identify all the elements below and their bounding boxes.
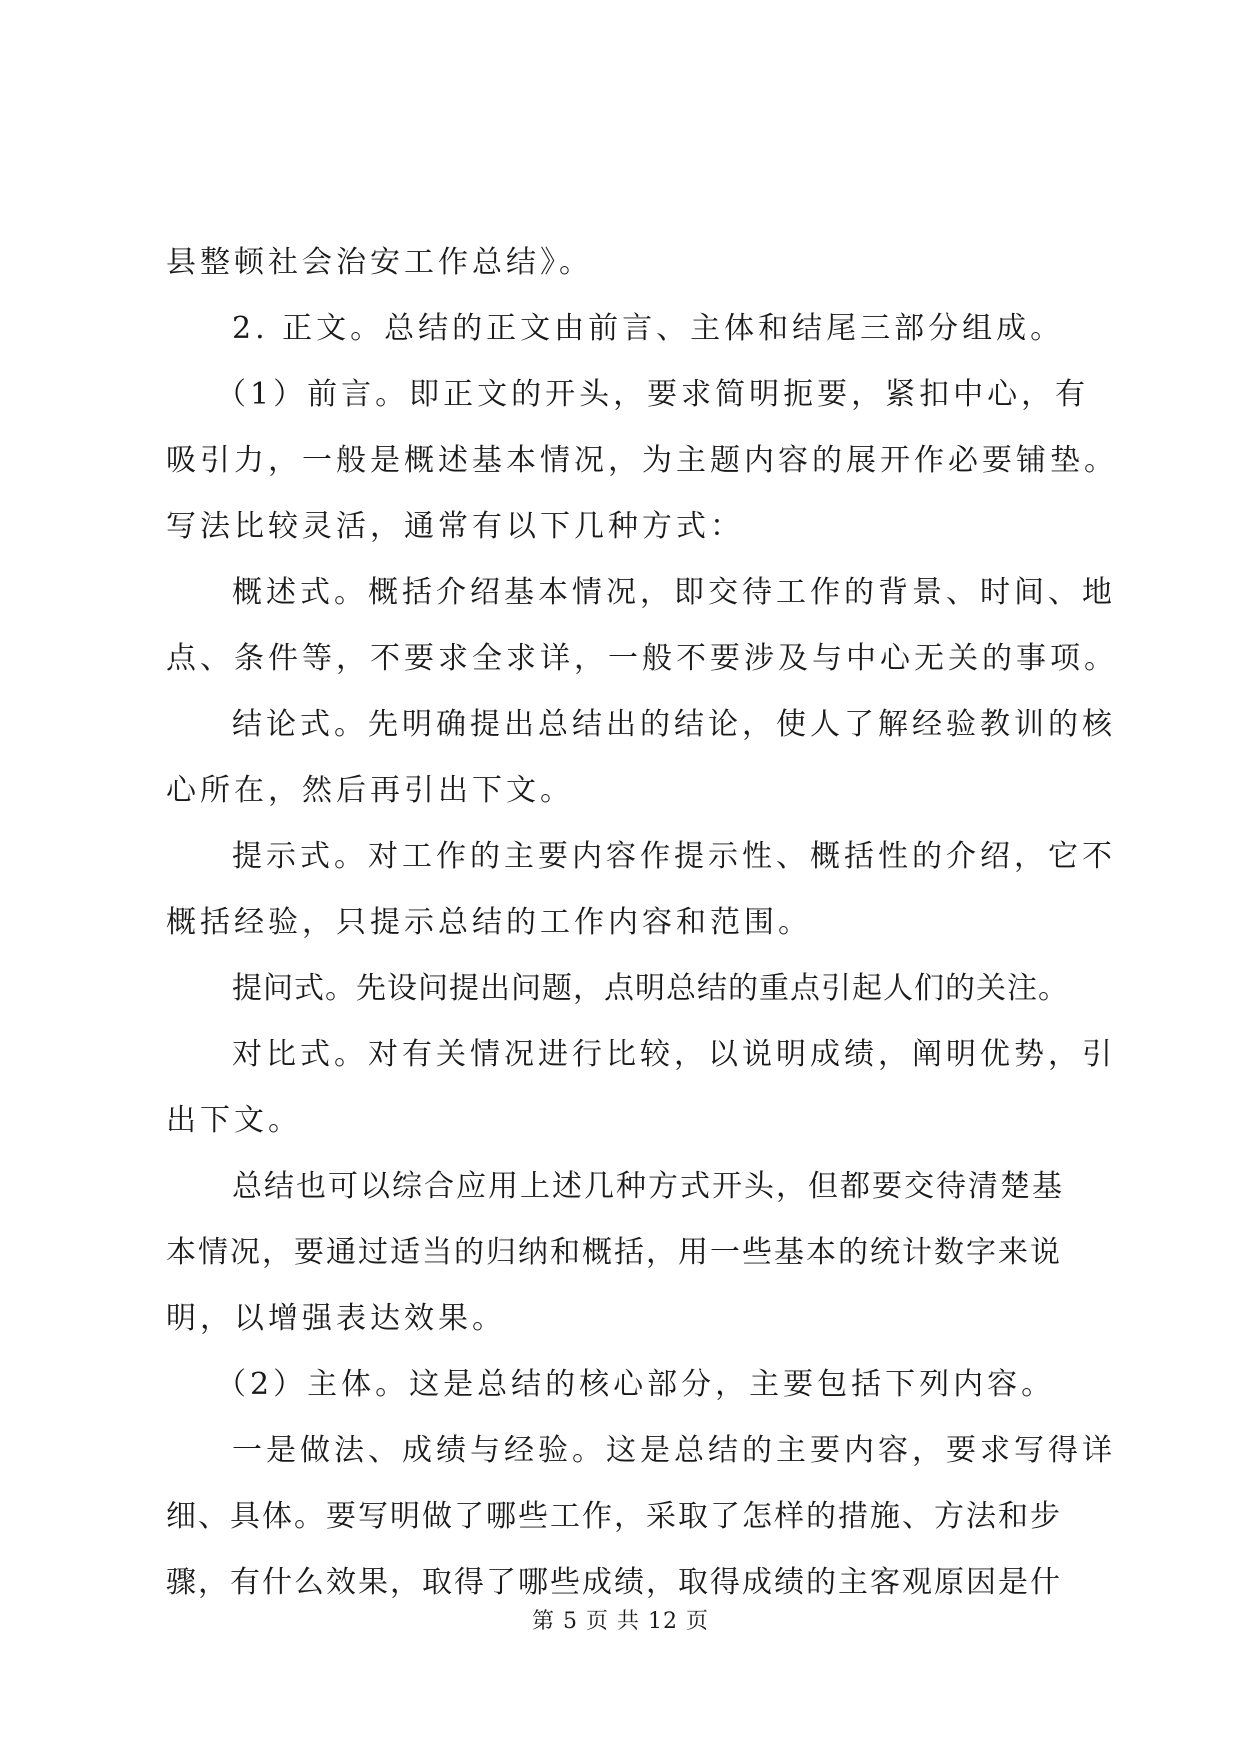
body-line: 骤，有什么效果，取得了哪些成绩，取得成绩的主客观原因是什 (166, 1565, 1062, 1600)
body-line: 提示式。对工作的主要内容作提示性、概括性的介绍，它不 (232, 839, 1116, 874)
body-line: 点、条件等，不要求全求详，一般不要涉及与中心无关的事项。 (166, 641, 1118, 676)
body-line: 吸引力，一般是概述基本情况，为主题内容的展开作必要铺垫。 (166, 443, 1118, 478)
body-line: 概述式。概括介绍基本情况，即交待工作的背景、时间、地 (232, 575, 1116, 610)
body-line: 一是做法、成绩与经验。这是总结的主要内容，要求写得详 (232, 1433, 1116, 1468)
body-line: 对比式。对有关情况进行比较，以说明成绩，阐明优势，引 (232, 1037, 1116, 1072)
body-line: 总结也可以综合应用上述几种方式开头，但都要交待清楚基 (232, 1169, 1064, 1204)
body-line: 县整顿社会治安工作总结》。 (166, 245, 593, 280)
body-line: 提问式。先设问提出问题，点明总结的重点引起人们的关注。 (232, 971, 1069, 1006)
body-line: 写法比较灵活，通常有以下几种方式： (166, 509, 744, 544)
body-line: 细、具体。要写明做了哪些工作，采取了怎样的措施、方法和步 (166, 1499, 1062, 1534)
body-line: 2. 正文。总结的正文由前言、主体和结尾三部分组成。 (232, 311, 1065, 346)
body-line: 本情况，要通过适当的归纳和概括，用一些基本的统计数字来说 (166, 1235, 1062, 1270)
body-line: 明，以增强表达效果。 (166, 1301, 506, 1336)
body-line: 心所在，然后再引出下文。 (166, 773, 574, 808)
body-line: 结论式。先明确提出总结出的结论，使人了解经验教训的核 (232, 707, 1116, 742)
body-line: （2）主体。这是总结的核心部分，主要包括下列内容。 (216, 1367, 1056, 1402)
body-line: 出下文。 (166, 1103, 302, 1138)
body-line: 概括经验，只提示总结的工作内容和范围。 (166, 905, 812, 940)
body-line: （1）前言。即正文的开头，要求简明扼要，紧扣中心，有 (216, 377, 1090, 412)
document-body (166, 230, 1118, 1616)
page-number-footer: 第 5 页 共 12 页 (532, 1609, 709, 1634)
